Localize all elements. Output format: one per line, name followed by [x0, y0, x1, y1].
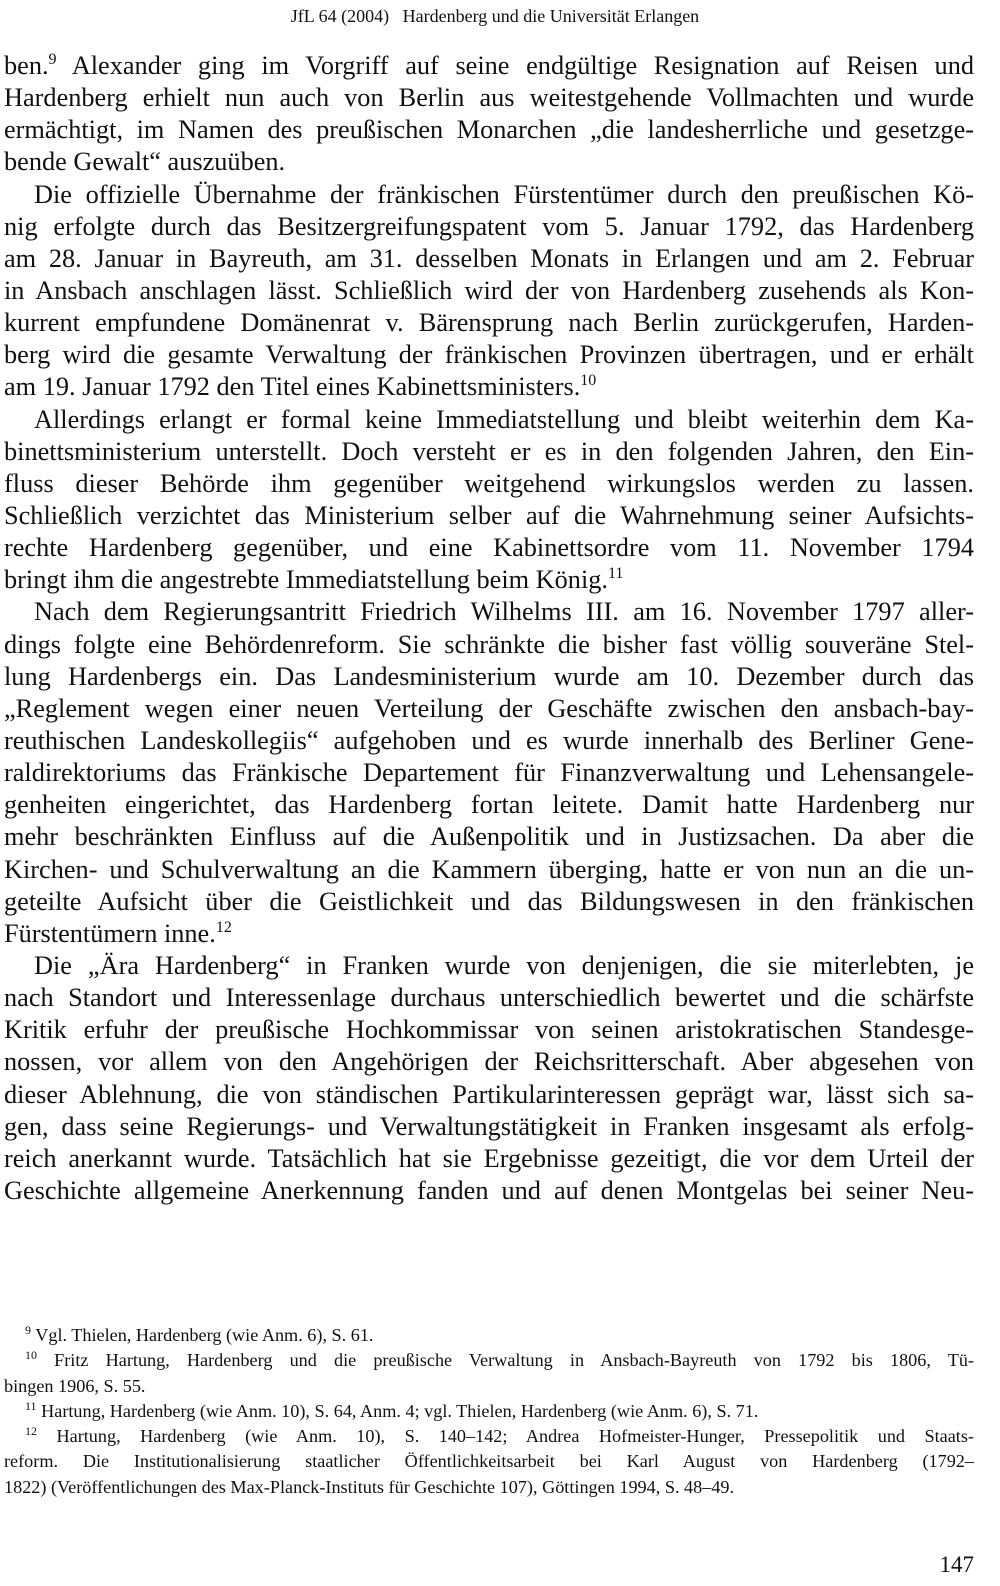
footnote-line	[4, 1323, 974, 1348]
running-head: JfL 64 (2004) Hardenberg und die Universität Erlangen	[290, 6, 700, 26]
body-line-text-cont: Alexander ging im Vorgriff auf seine endgültige Resignation auf Reisen und	[56, 51, 974, 80]
body-line	[4, 918, 974, 950]
body-line-text: Schließlich verzichtet das Ministerium selber auf die Wahrnehmung seiner Aufsichts-	[4, 500, 974, 530]
page-number: 147	[939, 1552, 974, 1577]
body-line-text: nig erfolgte durch das Besitzergreifungspatent vom 5. Januar 1792, das Hardenberg	[4, 211, 974, 241]
body-line-text: ben.	[4, 51, 49, 80]
body-line-text: nach Standort und Interessenlage durchaus unterschiedlich bewertet und die schärfste	[4, 983, 974, 1013]
body-line	[4, 789, 974, 821]
body-line	[4, 82, 974, 114]
footnotes	[4, 1323, 974, 1500]
footnote-number: 9	[25, 1323, 31, 1337]
body-line	[4, 596, 974, 628]
body-line	[4, 500, 974, 532]
footnote-number: 12	[25, 1424, 37, 1439]
body-line-text: Fürstentümern inne.	[4, 918, 216, 948]
body-line	[4, 821, 974, 853]
body-line	[4, 886, 974, 918]
body-text	[4, 50, 974, 1207]
body-line	[4, 629, 974, 661]
body-line-text: bringt ihm die angestrebte Immediatstellung beim König.	[4, 565, 608, 595]
body-line	[4, 1143, 974, 1175]
body-line-text: dieser Ablehnung, die von ständischen Partikularinteressen geprägt war, lässt sich sa-	[4, 1079, 974, 1109]
footnote-line	[4, 1399, 974, 1424]
footnote-text: bingen 1906, S. 55.	[4, 1375, 146, 1396]
footnote-marker: 12	[215, 918, 232, 936]
body-line-text: Allerdings erlangt er formal keine Immediatstellung und bleibt weiterhin dem Ka-	[34, 404, 974, 434]
body-line-text: Die „Ära Hardenberg“ in Franken wurde von denjenigen, die sie miterlebten, je	[34, 950, 974, 980]
footnote-marker: 9	[48, 51, 57, 68]
footnote-number: 10	[25, 1348, 37, 1363]
body-line-text: am 19. Januar 1792 den Titel eines Kabinettsministers.	[4, 372, 581, 402]
body-line-text: mehr beschränkten Einfluss auf die Außenpolitik und in Justizsachen. Da aber die	[4, 822, 974, 852]
body-line	[4, 661, 974, 693]
body-line	[4, 468, 974, 500]
body-line	[4, 114, 974, 146]
body-line-text: reich anerkannt wurde. Tatsächlich hat sie Ergebnisse gezeitigt, die vor dem Urteil der	[4, 1143, 974, 1173]
body-line-text: Kritik erfuhr der preußische Hochkommissar von seinen aristokratischen Standesge-	[4, 1015, 974, 1045]
body-line-text: dings folgte eine Behördenreform. Sie schränkte die bisher fast völlig souveräne Stel-	[4, 629, 974, 659]
footnote-text: Hartung, Hardenberg (wie Anm. 10), S. 64, Anm. 4; vgl. Thielen, Hardenberg (wie Anm. 6), S. 71.	[36, 1400, 759, 1421]
body-line	[4, 982, 974, 1014]
body-line	[4, 950, 974, 982]
body-line-text: binettsministerium unterstellt. Doch versteht er es in den folgenden Jahren, den Ein-	[4, 436, 974, 466]
body-line-text: Nach dem Regierungsantritt Friedrich Wilhelms III. am 16. November 1797 aller-	[34, 597, 974, 627]
body-line-text: „Reglement wegen einer neuen Verteilung der Geschäfte zwischen den ansbach-bay-	[4, 693, 974, 723]
body-line	[4, 1079, 974, 1111]
body-line-text: genheiten eingerichtet, das Hardenberg fortan leitete. Damit hatte Hardenberg nur	[4, 790, 974, 820]
body-line-text: lung Hardenbergs ein. Das Landesministerium wurde am 10. Dezember durch das	[4, 661, 974, 691]
footnote-text: reform. Die Institutionalisierung staatlicher Öffentlichkeitsarbeit bei Karl August von Hardenberg (1792–	[4, 1451, 974, 1472]
body-line	[4, 1111, 974, 1143]
footnote-line	[4, 1348, 974, 1373]
body-line-text: Kirchen- und Schulverwaltung an die Kammern überging, hatte er von nun an die un-	[4, 854, 974, 884]
body-line	[4, 339, 974, 371]
body-line	[4, 50, 974, 82]
body-line	[4, 275, 974, 307]
body-line-text: berg wird die gesamte Verwaltung der fränkischen Provinzen übertragen, und er erhält	[4, 340, 974, 370]
body-line-text: Die offizielle Übernahme der fränkischen Fürstentümer durch den preußischen Kö-	[34, 179, 974, 209]
body-line-text: in Ansbach anschlagen lässt. Schließlich wird der von Hardenberg zusehends als Kon-	[4, 275, 974, 305]
footnote-text: Hartung, Hardenberg (wie Anm. 10), S. 140–142; Andrea Hofmeister-Hunger, Pressepolitik und Staats-	[37, 1426, 974, 1447]
body-line	[4, 854, 974, 886]
body-line	[4, 693, 974, 725]
body-line-text: reuthischen Landeskollegiis“ aufgehoben und es wurde innerhalb des Berliner Gene-	[4, 725, 974, 755]
body-line-text: ermächtigt, im Namen des preußischen Monarchen „die landesherrliche und gesetzge-	[4, 115, 974, 145]
footnote-line	[4, 1449, 974, 1474]
body-line-text: fluss dieser Behörde ihm gegenüber weitgehend wirkungslos werden zu lassen.	[4, 468, 974, 498]
body-line-text: gen, dass seine Regierungs- und Verwaltungstätigkeit in Franken insgesamt als erfolg-	[4, 1111, 974, 1141]
body-line	[4, 146, 974, 178]
footnote-text: Vgl. Thielen, Hardenberg (wie Anm. 6), S. 61.	[31, 1325, 374, 1345]
body-line	[4, 1046, 974, 1078]
body-line-text: bende Gewalt“ auszuüben.	[4, 147, 286, 177]
body-line-text: Hardenberg erhielt nun auch von Berlin aus weitestgehende Vollmachten und wurde	[4, 83, 974, 113]
body-line-text: nossen, vor allem von den Angehörigen der Reichsritterschaft. Aber abgesehen von	[4, 1047, 974, 1077]
body-line	[4, 436, 974, 468]
footnote-line	[4, 1424, 974, 1449]
footnote-marker: 10	[580, 372, 597, 390]
body-line	[4, 243, 974, 275]
body-line	[4, 757, 974, 789]
body-line	[4, 404, 974, 436]
footnote-text: Fritz Hartung, Hardenberg und die preußische Verwaltung in Ansbach-Bayreuth von 1792 bis 1806, Tü-	[37, 1350, 974, 1371]
body-line-text: rechte Hardenberg gegenüber, und eine Kabinettsordre vom 11. November 1794	[4, 533, 974, 563]
footnote-marker: 11	[607, 565, 624, 583]
footnote-line	[4, 1475, 974, 1500]
body-line	[4, 179, 974, 211]
body-line	[4, 307, 974, 339]
body-line	[4, 532, 974, 564]
body-line	[4, 564, 974, 596]
footnote-text: 1822) (Veröffentlichungen des Max-Planck-Instituts für Geschichte 107), Göttingen 1994, S. 48–49.	[4, 1476, 735, 1497]
body-line-text: geteilte Aufsicht über die Geistlichkeit und das Bildungswesen in den fränkischen	[4, 886, 974, 916]
body-line	[4, 1175, 974, 1207]
body-line	[4, 725, 974, 757]
body-line-text: raldirektoriums das Fränkische Departement für Finanzverwaltung und Lehensangele-	[4, 758, 974, 788]
footnote-number: 11	[25, 1398, 37, 1413]
body-line	[4, 371, 974, 403]
footnote-line	[4, 1374, 974, 1399]
body-line	[4, 1014, 974, 1046]
body-line	[4, 211, 974, 243]
body-line-text: Geschichte allgemeine Anerkennung fanden und auf denen Montgelas bei seiner Neu-	[4, 1175, 974, 1205]
body-line-text: kurrent empfundene Domänenrat v. Bärensprung nach Berlin zurückgerufen, Harden-	[4, 308, 974, 338]
body-line-text: am 28. Januar in Bayreuth, am 31. desselben Monats in Erlangen und am 2. Februar	[4, 243, 974, 273]
